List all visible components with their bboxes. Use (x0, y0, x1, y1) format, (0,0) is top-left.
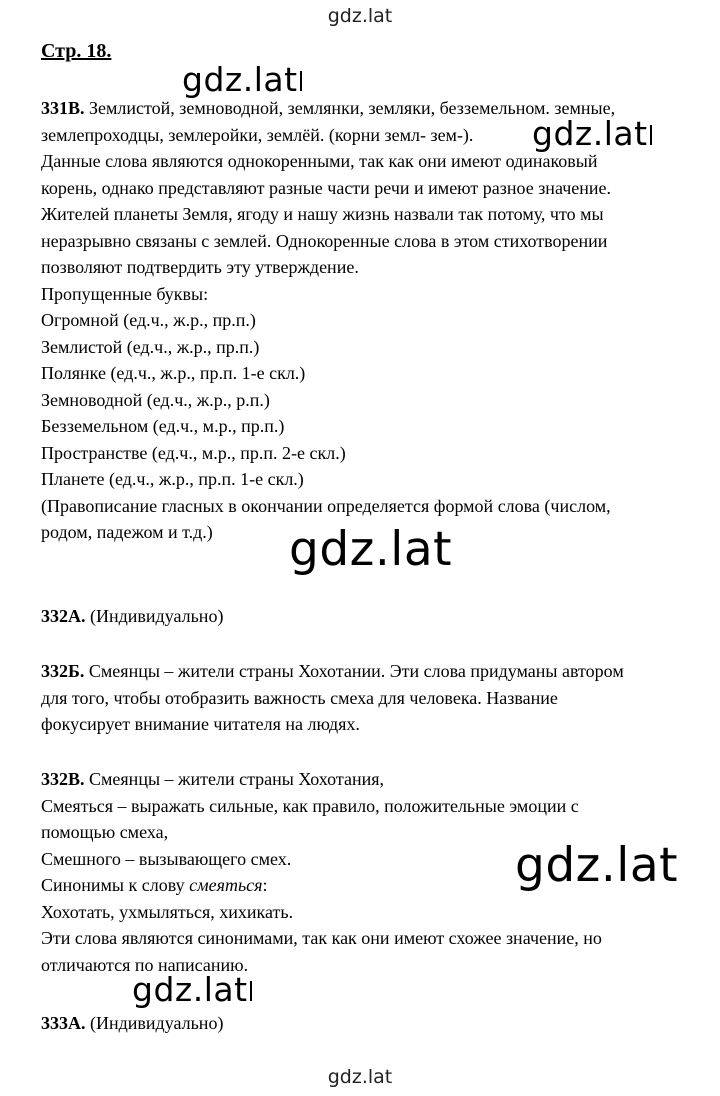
text-line: неразрывно связаны с землей. Однокоренные слова в этом стихотворении (41, 230, 608, 251)
text-line: Безземельном (ед.ч., м.р., пр.п.) (41, 416, 285, 436)
text-line: Данные слова являются однокоренными, так как они имеют одинаковый (41, 151, 598, 171)
synonyms-word: смеяться (189, 875, 263, 895)
text-line: Планете (ед.ч., ж.р., пр.п. 1-е скл.) (41, 469, 304, 489)
exercise-text: Смеянцы – жители страны Хохотания, (84, 769, 384, 789)
text-line: Землистой (ед.ч., ж.р., пр.п.) (41, 336, 260, 357)
exercise-text: (Индивидуально) (85, 606, 224, 626)
exercise-number: 332В. (41, 769, 85, 789)
exercise-332b-first-line (41, 658, 713, 685)
text-line: для того, чтобы отобразить важность смеха для человека. Название (41, 687, 558, 708)
exercise-332v-first-line (41, 766, 713, 793)
site-footer: gdz.lat (327, 1066, 393, 1088)
text-line: Огромной (ед.ч., ж.р., пр.п.) (41, 310, 256, 330)
exercise-text: Землистой, земноводной, землянки, земляки, безземельном. земные, (84, 98, 616, 118)
exercise-number: 332А. (41, 606, 86, 626)
exercise-number: 331В. (41, 98, 85, 118)
text-line: позволяют подтвердить эту утверждение. (41, 257, 359, 277)
exercise-332a (41, 603, 713, 630)
synonyms-suffix: : (262, 875, 268, 895)
text-line: Жителей планеты Земля, ягоду и нашу жизнь назвали так потому, что мы (41, 204, 604, 224)
text-line: (Правописание гласных в окончании определяется формой слова (числом, (41, 495, 611, 516)
text-line: Хохотать, ухмыляться, хихикать. (41, 901, 294, 922)
exercise-333a-line (41, 1010, 713, 1037)
exercise-text: Смеянцы – жители страны Хохотании. Эти слова придуманы автором (84, 661, 624, 681)
exercise-text: (Индивидуально) (85, 1013, 224, 1033)
exercise-331v (41, 95, 713, 546)
text-line: фокусирует внимание читателя на людях. (41, 714, 360, 734)
text-line-cut: отличаются по написанию. (41, 954, 249, 972)
watermark: gdz.lat (289, 522, 453, 577)
synonyms-prefix: Синонимы к слову (41, 875, 190, 895)
exercise-332b (41, 658, 713, 738)
text-line: Земноводной (ед.ч., ж.р., р.п.) (41, 389, 270, 410)
text-line: Пространстве (ед.ч., м.р., пр.п. 2-е скл.) (41, 442, 346, 463)
exercise-333a (41, 1010, 713, 1037)
text-line: Смешного – вызывающего смех. (41, 848, 292, 869)
text-line: родом, падежом и т.д.) (41, 522, 213, 542)
watermark: gdz.lat (515, 838, 679, 893)
page-title: Стр. 18. (41, 40, 112, 62)
text-line: землепроходцы, землеройки, землёй. (корни земл- зем-). (41, 124, 474, 145)
exercise-number: 333А. (41, 1013, 86, 1033)
text-line: помощью смеха, (41, 822, 169, 842)
text-line: Пропущенные буквы: (41, 283, 209, 304)
text-line: Смеяться – выражать сильные, как правило, положительные эмоции с (41, 795, 579, 816)
text-line: корень, однако представляют разные части речи и имеют разное значение. (41, 177, 612, 198)
watermark: gdz.lat (532, 114, 652, 153)
text-line: Полянке (ед.ч., ж.р., пр.п. 1-е скл.) (41, 363, 306, 383)
watermark: gdz.lat (132, 970, 252, 1009)
exercise-number: 332Б. (41, 661, 85, 681)
watermark: gdz.lat (182, 60, 302, 99)
site-header: gdz.lat (327, 5, 393, 27)
exercise-332a-line (41, 603, 713, 630)
text-line: Эти слова являются синонимами, так как они имеют схожее значение, но (41, 928, 602, 948)
